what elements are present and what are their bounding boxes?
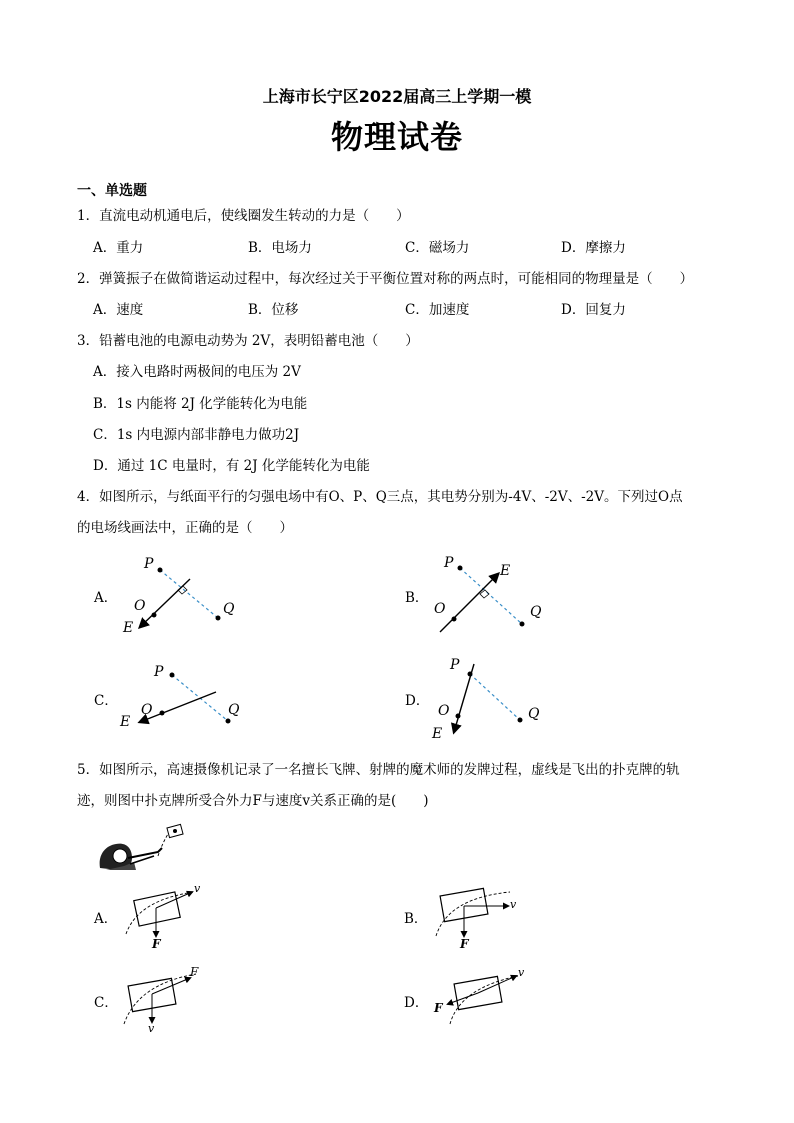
label-q: Q: [528, 706, 540, 722]
question-5-stem-line2: 迹，则图中扑克牌所受合外力F与速度v关系正确的是( ): [77, 793, 429, 809]
label-o: O: [141, 702, 153, 718]
label-o: O: [438, 703, 450, 719]
question-3-option-d: D．通过 1C 电量时，有 2J 化学能转化为电能: [93, 458, 370, 474]
question-2-option-a: A．速度: [93, 302, 144, 318]
question-3-option-c: C．1s 内电源内部非静电力做功2J: [93, 427, 300, 443]
label-q: Q: [228, 702, 240, 718]
question-4-option-c: C．: [94, 693, 118, 709]
label-e: E: [120, 714, 131, 730]
question-4-diagram-d: [420, 652, 570, 747]
question-5-diagram-b: [430, 880, 525, 955]
label-p: P: [450, 657, 460, 673]
label-p: P: [154, 664, 164, 680]
question-4-option-b: B．: [405, 590, 429, 606]
question-5-diagram-a: [120, 880, 215, 955]
exam-title: 物理试卷: [330, 118, 463, 156]
label-v: v: [148, 1022, 155, 1035]
question-5-option-b: B．: [404, 911, 428, 927]
label-e: E: [500, 563, 511, 579]
question-5-option-a: A．: [94, 911, 118, 927]
question-2-option-b: B．位移: [248, 302, 299, 318]
question-3-option-b: B．1s 内能将 2J 化学能转化为电能: [93, 396, 308, 412]
question-3-stem: 3．铅蓄电池的电源电动势为 2V，表明铅蓄电池（ ）: [77, 333, 419, 349]
question-4-diagram-c: [110, 658, 260, 748]
question-4-option-d: D．: [405, 693, 430, 709]
magician-illustration: [96, 820, 206, 875]
label-e: E: [123, 620, 134, 636]
label-q: Q: [223, 601, 235, 617]
label-o: O: [134, 598, 146, 614]
label-o: O: [434, 601, 446, 617]
question-1-option-c: C．磁场力: [405, 240, 470, 256]
label-f: F: [190, 965, 199, 979]
exam-subtitle: 上海市长宁区2022届高三上学期一模: [262, 87, 532, 106]
label-v: v: [510, 898, 517, 911]
label-f: F: [434, 1001, 443, 1015]
question-5-option-c: C．: [94, 995, 118, 1011]
question-5-diagram-c: [118, 962, 213, 1037]
question-5-option-d: D．: [404, 995, 429, 1011]
label-v: v: [518, 966, 525, 979]
question-4-diagram-a: [110, 550, 260, 640]
question-2-option-c: C．加速度: [405, 302, 470, 318]
question-2-stem: 2．弹簧振子在做简谐运动过程中，每次经过关于平衡位置对称的两点时，可能相同的物理量是（ ）: [77, 271, 694, 287]
label-e: E: [432, 726, 443, 742]
question-1-option-a: A．重力: [93, 240, 144, 256]
question-5-stem-line1: 5．如图所示，高速摄像机记录了一名擅长飞牌、射牌的魔术师的发牌过程，虚线是飞出的扑克牌的轨: [77, 762, 680, 778]
label-q: Q: [530, 604, 542, 620]
question-4-diagram-b: [430, 550, 580, 640]
question-2-option-d: D．回复力: [561, 302, 626, 318]
question-1-stem: 1．直流电动机通电后，使线圈发生转动的力是（ ）: [77, 208, 410, 224]
question-4-stem-line2: 的电场线画法中，正确的是（ ）: [77, 520, 293, 536]
label-p: P: [444, 555, 454, 571]
label-v: v: [194, 882, 201, 895]
label-f: F: [152, 937, 161, 951]
question-5-diagram-d: [430, 962, 525, 1037]
label-f: F: [460, 937, 469, 951]
label-p: P: [144, 556, 154, 572]
question-4-stem-line1: 4．如图所示，与纸面平行的匀强电场中有O、P、Q三点，其电势分别为-4V、-2V、-2V。下列过O点: [77, 489, 683, 505]
section-heading: 一、单选题: [77, 183, 147, 199]
question-3-option-a: A．接入电路时两极间的电压为 2V: [93, 364, 301, 380]
question-1-option-b: B．电场力: [248, 240, 312, 256]
question-4-option-a: A．: [94, 590, 118, 606]
question-1-option-d: D．摩擦力: [561, 240, 626, 256]
